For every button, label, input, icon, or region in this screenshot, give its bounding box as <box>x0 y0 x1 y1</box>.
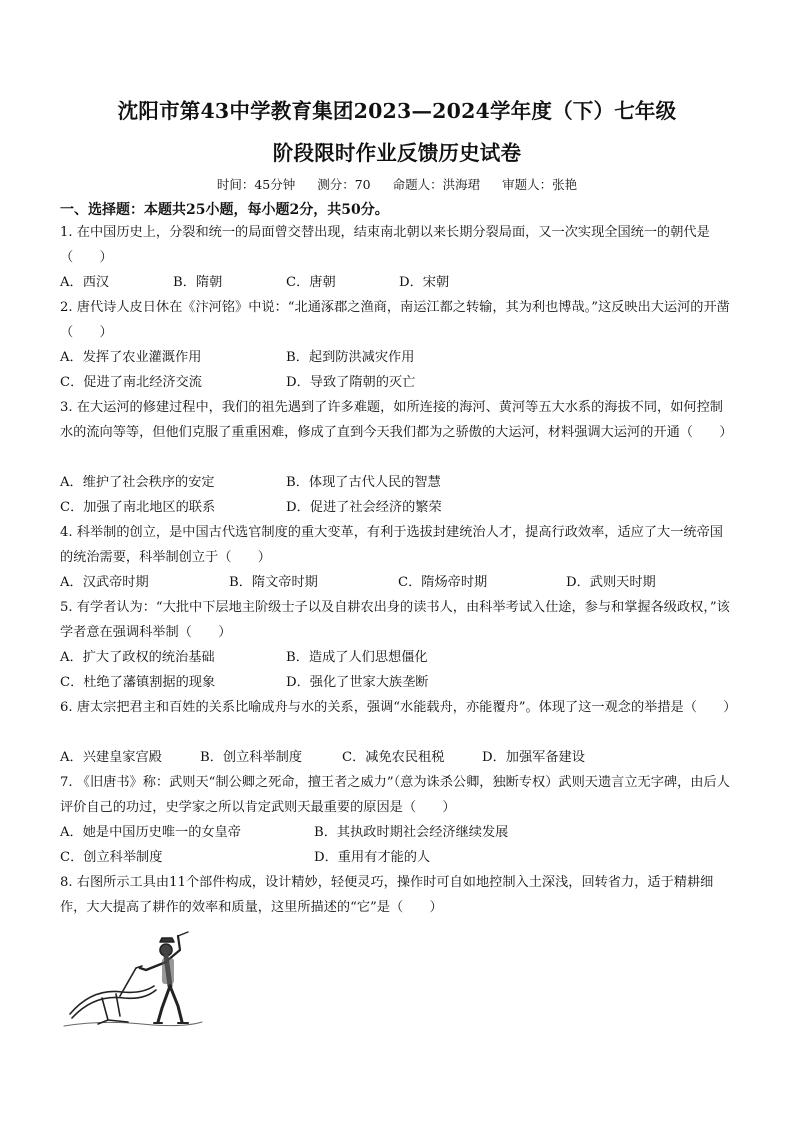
question-8-stem: 8. 右图所示工具由11个部件构成，设计精妙，轻便灵巧，操作时可自如地控制入土深浅，回转省力，适于精耕细作，大大提高了耕作的效率和质量，这里所描述的“它”是（ ） <box>60 875 714 915</box>
question-7-options-ab <box>60 820 740 845</box>
exam-author: 命题人：洪海珺 <box>392 177 481 192</box>
option-b: B．造成了人们思想僵化 <box>286 650 428 665</box>
question-5-options-cd <box>60 670 740 695</box>
plough-illustration <box>62 928 207 1033</box>
option-c: C．创立科举制度 <box>60 850 163 865</box>
exam-meta <box>0 175 794 193</box>
question-7-options-cd <box>60 845 740 870</box>
question-4-stem: 4. 科举制的创立，是中国古代选官制度的重大变革，有利于选拔封建统治人才，提高行政效率，适应了大一统帝国的统治需要，科举制创立于（ ） <box>60 525 723 565</box>
question-6-options <box>60 745 740 770</box>
question-3-options-cd <box>60 495 740 520</box>
option-d: D．导致了隋朝的灭亡 <box>286 375 416 390</box>
option-c: C．隋炀帝时期 <box>398 575 488 590</box>
option-c: C．加强了南北地区的联系 <box>60 500 216 515</box>
option-d: D．促进了社会经济的繁荣 <box>286 500 442 515</box>
question-5-stem: 5. 有学者认为：“大批中下层地主阶级士子以及自耕农出身的读书人，由科举考试入仕途，参与和掌握各级政权，”该学者意在强调科举制（ ） <box>60 600 730 640</box>
question-3-options-ab <box>60 470 740 495</box>
option-d: D．武则天时期 <box>566 575 656 590</box>
option-d: D．重用有才能的人 <box>314 850 431 865</box>
question-1-stem: 1. 在中国历史上，分裂和统一的局面曾交替出现，结束南北朝以来长期分裂局面，又一次实现全国统一的朝代是（ ） <box>60 225 710 265</box>
option-b: B．创立科举制度 <box>200 750 303 765</box>
option-c: C．杜绝了藩镇割据的现象 <box>60 675 216 690</box>
question-6-stem: 6. 唐太宗把君主和百姓的关系比喻成舟与水的关系，强调“水能载舟，亦能覆舟”。体现了这一观念的举措是（ ） <box>60 700 737 715</box>
option-d: D．加强军备建设 <box>482 750 585 765</box>
section-heading: 一、选择题：本题共25小题，每小题2分，共50分。 <box>60 202 389 218</box>
question-2-stem: 2. 唐代诗人皮日休在《汴河铭》中说：“北通涿郡之渔商，南运江都之转输，其为利也博哉。”这反映出大运河的开凿（ ） <box>60 300 730 340</box>
option-c: C．减免农民租税 <box>342 750 445 765</box>
question-5-options-ab <box>60 645 740 670</box>
option-b: B．其执政时期社会经济继续发展 <box>314 825 509 840</box>
option-a: A．她是中国历史唯一的女皇帝 <box>60 825 241 840</box>
option-b: B．隋文帝时期 <box>229 575 318 590</box>
option-a: A．西汉 <box>60 275 110 290</box>
question-4-options <box>60 570 740 595</box>
exam-reviewer: 审题人：张艳 <box>502 177 578 192</box>
option-b: B．起到防洪减灾作用 <box>286 350 415 365</box>
option-a: A．兴建皇家宫殿 <box>60 750 162 765</box>
option-a: A．发挥了农业灌溉作用 <box>60 350 202 365</box>
question-2-options-ab <box>60 345 740 370</box>
option-c: C．促进了南北经济交流 <box>60 375 202 390</box>
question-3-stem: 3. 在大运河的修建过程中，我们的祖先遇到了许多难题，如所连接的海河、黄河等五大水系的海拔不同，如何控制水的流向等等，但他们克服了重重困难，修成了直到今天我们都为之骄傲的大运河，材料强调大运河的开通（ ） <box>60 400 733 440</box>
exam-title-line2: 阶段限时作业反馈历史试卷 <box>272 141 522 165</box>
option-b: B．隋朝 <box>173 275 223 290</box>
option-b: B．体现了古代人民的智慧 <box>286 475 441 490</box>
exam-title-line1: 沈阳市第43中学教育集团2023—2024学年度（下）七年级 <box>117 99 677 123</box>
option-d: D．宋朝 <box>399 275 450 290</box>
question-2-options-cd <box>60 370 740 395</box>
option-d: D．强化了世家大族垄断 <box>286 675 429 690</box>
option-a: A．扩大了政权的统治基础 <box>60 650 215 665</box>
option-a: A．维护了社会秩序的安定 <box>60 475 215 490</box>
question-7-stem: 7. 《旧唐书》称：武则天“制公卿之死命，擅王者之威力”（意为诛杀公卿，独断专权）武则天遗言立无字碑，由后人评价自己的功过，史学家之所以肯定武则天最重要的原因是（ ） <box>60 775 730 815</box>
exam-score: 测分：70 <box>317 177 371 192</box>
question-1-options <box>60 270 740 295</box>
option-c: C．唐朝 <box>286 275 336 290</box>
exam-time: 时间：45分钟 <box>216 177 296 192</box>
option-a: A．汉武帝时期 <box>60 575 149 590</box>
